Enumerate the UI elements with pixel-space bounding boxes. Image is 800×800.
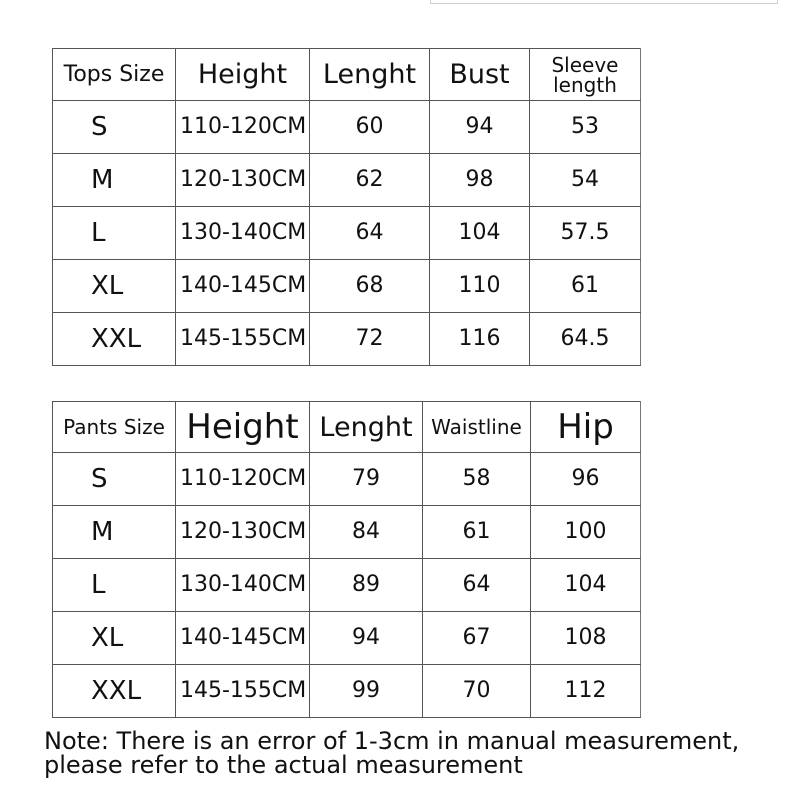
sleeve-cell: 61 — [530, 260, 641, 313]
height-cell: 120-130CM — [176, 506, 310, 559]
height-cell: 120-130CM — [176, 154, 310, 207]
tops-header-row — [53, 49, 641, 101]
table-row — [53, 506, 641, 559]
pants-size-header: Pants Size — [53, 402, 176, 453]
waist-cell: 67 — [423, 612, 531, 665]
hip-cell: 96 — [531, 453, 641, 506]
table-row — [53, 453, 641, 506]
pants-header-row — [53, 402, 641, 453]
tops-height-header: Height — [176, 49, 310, 101]
table-row — [53, 207, 641, 260]
tops-size-table — [52, 48, 641, 366]
length-cell: 62 — [310, 154, 430, 207]
tops-bust-header: Bust — [430, 49, 530, 101]
height-cell: 130-140CM — [176, 559, 310, 612]
height-cell: 145-155CM — [176, 665, 310, 718]
tops-size-header: Tops Size — [53, 49, 176, 101]
waist-cell: 58 — [423, 453, 531, 506]
pants-hip-header: Hip — [531, 402, 641, 453]
top-box-stub — [430, 0, 778, 4]
size-cell: XXL — [53, 313, 176, 366]
table-row — [53, 612, 641, 665]
size-cell: S — [53, 453, 176, 506]
length-cell: 68 — [310, 260, 430, 313]
note-line-2: please refer to the actual measurement — [44, 750, 523, 779]
waist-cell: 64 — [423, 559, 531, 612]
table-row — [53, 559, 641, 612]
waist-cell: 61 — [423, 506, 531, 559]
table-row — [53, 101, 641, 154]
length-cell: 89 — [310, 559, 423, 612]
pants-length-header: Lenght — [310, 402, 423, 453]
size-cell: XXL — [53, 665, 176, 718]
bust-cell: 94 — [430, 101, 530, 154]
sleeve-cell: 57.5 — [530, 207, 641, 260]
length-cell: 79 — [310, 453, 423, 506]
size-cell: M — [53, 506, 176, 559]
tops-sleeve-header-line1: Sleeve — [551, 52, 619, 77]
table-row — [53, 665, 641, 718]
sleeve-cell: 54 — [530, 154, 641, 207]
size-cell: XL — [53, 612, 176, 665]
sleeve-cell: 64.5 — [530, 313, 641, 366]
pants-waist-header: Waistline — [423, 402, 531, 453]
size-cell: L — [53, 207, 176, 260]
bust-cell: 116 — [430, 313, 530, 366]
size-cell: L — [53, 559, 176, 612]
tops-sleeve-header — [530, 49, 641, 101]
bust-cell: 98 — [430, 154, 530, 207]
size-cell: S — [53, 101, 176, 154]
measurement-note — [44, 727, 794, 779]
length-cell: 84 — [310, 506, 423, 559]
height-cell: 110-120CM — [176, 453, 310, 506]
tops-sleeve-header-line2: length — [553, 72, 617, 97]
bust-cell: 104 — [430, 207, 530, 260]
pants-size-table — [52, 401, 641, 718]
hip-cell: 104 — [531, 559, 641, 612]
height-cell: 145-155CM — [176, 313, 310, 366]
hip-cell: 108 — [531, 612, 641, 665]
hip-cell: 100 — [531, 506, 641, 559]
length-cell: 99 — [310, 665, 423, 718]
hip-cell: 112 — [531, 665, 641, 718]
note-line-1: Note: There is an error of 1-3cm in manual measurement, — [44, 727, 740, 755]
length-cell: 94 — [310, 612, 423, 665]
waist-cell: 70 — [423, 665, 531, 718]
bust-cell: 110 — [430, 260, 530, 313]
length-cell: 64 — [310, 207, 430, 260]
table-row — [53, 154, 641, 207]
size-cell: XL — [53, 260, 176, 313]
length-cell: 72 — [310, 313, 430, 366]
height-cell: 140-145CM — [176, 612, 310, 665]
table-row — [53, 313, 641, 366]
height-cell: 110-120CM — [176, 101, 310, 154]
size-cell: M — [53, 154, 176, 207]
height-cell: 130-140CM — [176, 207, 310, 260]
table-row — [53, 260, 641, 313]
height-cell: 140-145CM — [176, 260, 310, 313]
sleeve-cell: 53 — [530, 101, 641, 154]
length-cell: 60 — [310, 101, 430, 154]
tops-length-header: Lenght — [310, 49, 430, 101]
pants-height-header: Height — [176, 402, 310, 453]
